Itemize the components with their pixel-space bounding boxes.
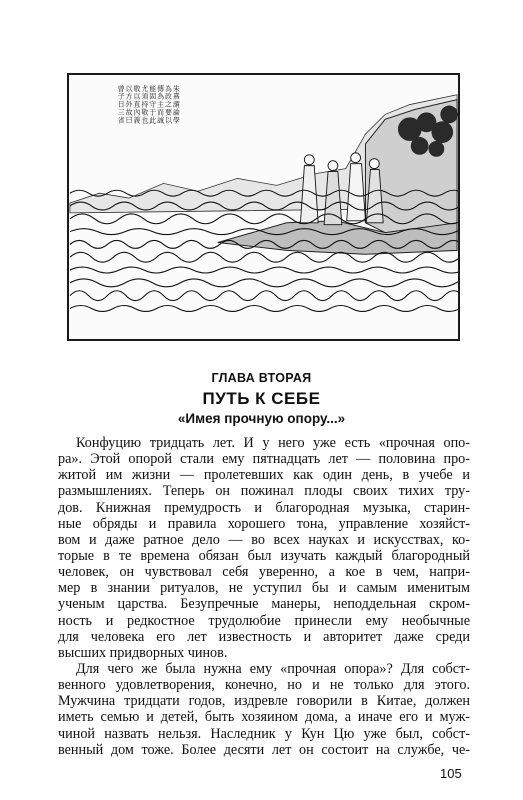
text-line: чиной назвать нельзя. Наследник у Кун Цю уже был, собст- [58, 725, 470, 742]
calligraphy-glyph: 以 [164, 116, 172, 125]
wave-line [70, 291, 458, 301]
calligraphy-glyph: 于 [149, 108, 157, 117]
text-line: иметь семью и детей, быть хозяином дома, а иначе его и муж- [58, 709, 470, 726]
calligraphy-glyph: 學 [172, 116, 180, 125]
calligraphy-glyph: 此 [149, 116, 157, 125]
calligraphy-glyph: 內 [133, 108, 141, 117]
book-illustration [67, 73, 460, 341]
section-title: «Имея прочную опору...» [177, 411, 346, 426]
calligraphy-glyph: 三 [117, 108, 125, 117]
calligraphy-glyph: 能 [149, 84, 157, 93]
calligraphy-glyph: 以 [125, 84, 133, 93]
calligraphy-glyph: 尤 [141, 84, 149, 93]
text-line: ность и редкостное трудолюбие принесли ему необычные [58, 612, 470, 629]
text-line: Мужчина тридцати годов, издревле говорили в Китае, должен [58, 693, 470, 710]
calligraphy-glyph: 曾 [117, 84, 125, 93]
calligraphy-glyph: 為 [164, 84, 172, 93]
calligraphy-glyph: 以 [133, 92, 141, 101]
chapter-title: ПУТЬ К СЕБЕ [202, 389, 321, 408]
calligraphy-glyph: 守 [149, 100, 157, 109]
wave-line [70, 279, 458, 287]
calligraphy-glyph: 曰 [125, 116, 133, 125]
calligraphy-glyph: 主 [157, 100, 165, 109]
wave-line [70, 306, 458, 312]
text-line: Конфуцию тридцать лет. И у него уже есть «прочная опо- [76, 435, 470, 451]
calligraphy-glyph: 之 [164, 100, 172, 109]
text-line: торые в те времена обязан был изучать каждый благородный [58, 547, 470, 564]
calligraphy-block [118, 84, 180, 125]
text-line: венный дом тоже. Более десяти лет он состоит на службе, че- [58, 741, 470, 758]
text-line: для человека его лет известность и авторитет даже среди [58, 628, 470, 645]
text-line: ра». Этой опорой стали ему пятнадцать лет — половина про- [58, 451, 470, 468]
text-line: дов. Книжная премудрость и благородная музыка, старин- [58, 499, 470, 516]
text-line: ученым царства. Безупречные манеры, неподдельная скром- [58, 596, 470, 613]
calligraphy-glyph: 而 [157, 108, 165, 117]
calligraphy-glyph: 要 [164, 108, 172, 117]
calligraphy-glyph: 熹 [172, 92, 180, 101]
text-line: вом и даже ратное дело — во всех науках и искусствах, ко- [58, 531, 470, 548]
calligraphy-glyph: 方 [125, 92, 133, 101]
text-line: Для чего же была нужна ему «прочная опора»? Для собст- [76, 660, 470, 677]
calligraphy-glyph: 傳 [157, 84, 165, 93]
wave-line [70, 252, 458, 262]
calligraphy-glyph: 持 [141, 100, 149, 109]
calligraphy-glyph: 敬 [141, 108, 149, 117]
text-line: человек, он чувствовал себя уверенно, а кое в чем, напри- [58, 564, 470, 581]
calligraphy-glyph: 敬 [133, 84, 141, 93]
calligraphy-glyph: 外 [125, 100, 133, 109]
calligraphy-glyph: 論 [172, 108, 180, 117]
chapter-label: ГЛАВА ВТОРАЯ [211, 371, 312, 385]
calligraphy-glyph: 為 [157, 92, 165, 101]
confucius-river-engraving [69, 75, 458, 339]
calligraphy-glyph: 謂 [172, 100, 180, 109]
text-line: житой им жизни — пролетевших как один день, в учебе и [58, 467, 470, 484]
body-text [58, 435, 470, 758]
calligraphy-glyph: 直 [133, 100, 141, 109]
calligraphy-glyph: 須 [141, 92, 149, 101]
calligraphy-glyph: 政 [164, 92, 172, 101]
calligraphy-glyph: 故 [125, 108, 133, 117]
calligraphy-glyph: 誠 [157, 116, 165, 125]
calligraphy-glyph: 朱 [172, 84, 180, 93]
text-line: ные обряды и правила хорошего тона, управление хозяйст- [58, 515, 470, 532]
page-number: 105 [440, 766, 462, 781]
calligraphy-glyph: 省 [117, 116, 125, 125]
calligraphy-glyph: 子 [117, 92, 125, 101]
calligraphy-glyph: 日 [117, 100, 125, 109]
text-line: мер в знании ритуалов, не уступил бы и самым именитым [58, 580, 470, 597]
calligraphy-glyph: 固 [149, 92, 157, 101]
wave-line [70, 267, 458, 273]
text-line: размышлениях. Теперь он пожинал плоды своих тихих тру- [58, 483, 470, 500]
text-line: венного удовлетворения, конечно, но и не только для этого. [58, 677, 470, 694]
text-line: высших придворных чинов. [58, 644, 228, 661]
calligraphy-glyph: 也 [141, 116, 149, 125]
calligraphy-glyph: 義 [133, 116, 141, 125]
